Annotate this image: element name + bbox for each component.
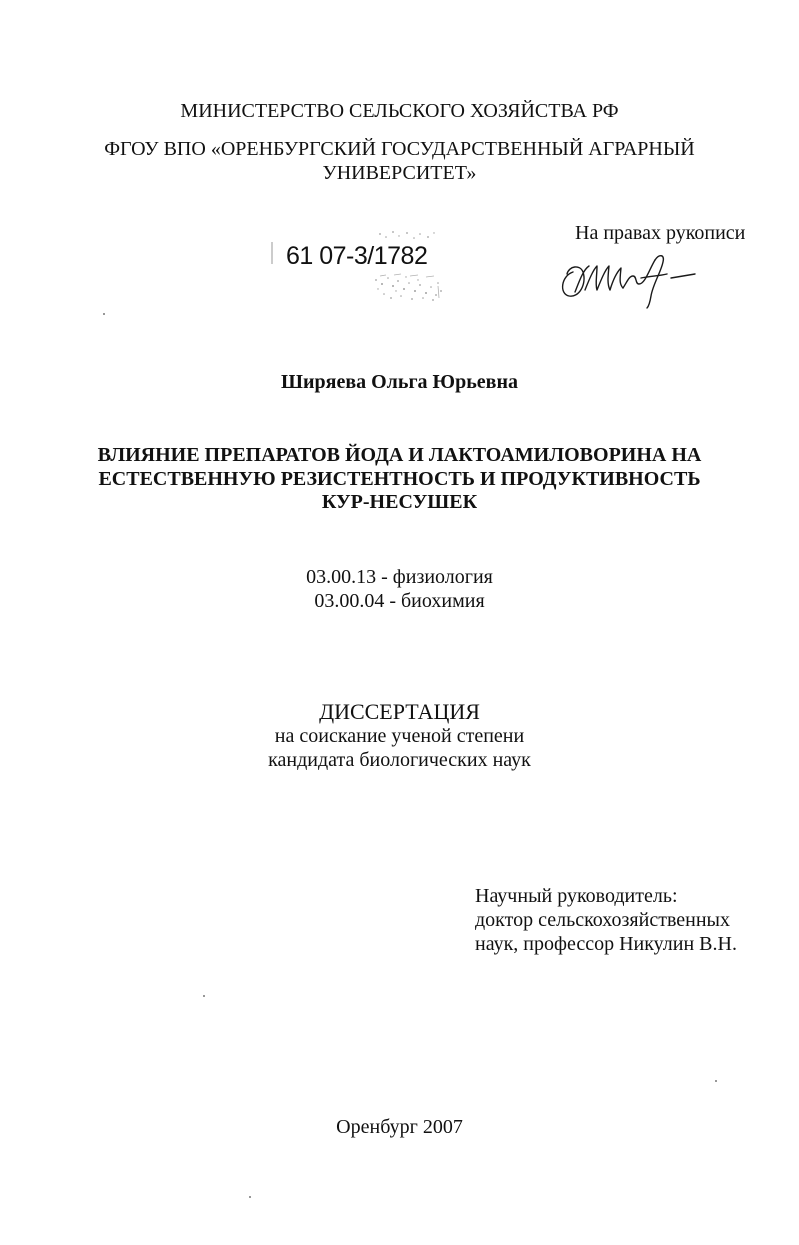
scan-speck [203,995,205,997]
city-year: Оренбург 2007 [336,1116,463,1138]
supervisor-label: Научный руководитель: [475,885,678,907]
specialty-biochemistry: 03.00.04 - биохимия [314,590,485,612]
thesis-title-line-2: ЕСТЕСТВЕННУЮ РЕЗИСТЕНТНОСТЬ И ПРОДУКТИВНОСТЬ [98,468,701,490]
author-signature [555,250,705,310]
scan-speck [103,313,105,315]
stamp-number: 61 07-3/1782 [286,242,428,270]
university-line-1: ФГОУ ВПО «ОРЕНБУРГСКИЙ ГОСУДАРСТВЕННЫЙ АГРАРНЫЙ [104,138,695,160]
scan-speck [249,1196,251,1198]
thesis-title-line-3: КУР-НЕСУШЕК [321,491,478,513]
specialty-physiology: 03.00.13 - физиология [306,566,493,588]
university-line-2: УНИВЕРСИТЕТ» [322,162,477,184]
library-stamp [268,228,448,304]
supervisor-degree: доктор сельскохозяйственных [475,909,730,931]
author-name: Ширяева Ольга Юрьевна [281,371,518,393]
ministry-heading: МИНИСТЕРСТВО СЕЛЬСКОГО ХОЗЯЙСТВА РФ [180,100,619,122]
scan-speck [715,1080,717,1082]
degree-line-2: кандидата биологических наук [268,749,531,771]
supervisor-name: наук, профессор Никулин В.Н. [475,933,737,955]
degree-line-1: на соискание ученой степени [274,725,525,747]
dissertation-heading: ДИССЕРТАЦИЯ [319,699,480,724]
rights-label: На правах рукописи [575,222,746,244]
thesis-title-line-1: ВЛИЯНИЕ ПРЕПАРАТОВ ЙОДА И ЛАКТОАМИЛОВОРИНА НА [97,444,702,466]
